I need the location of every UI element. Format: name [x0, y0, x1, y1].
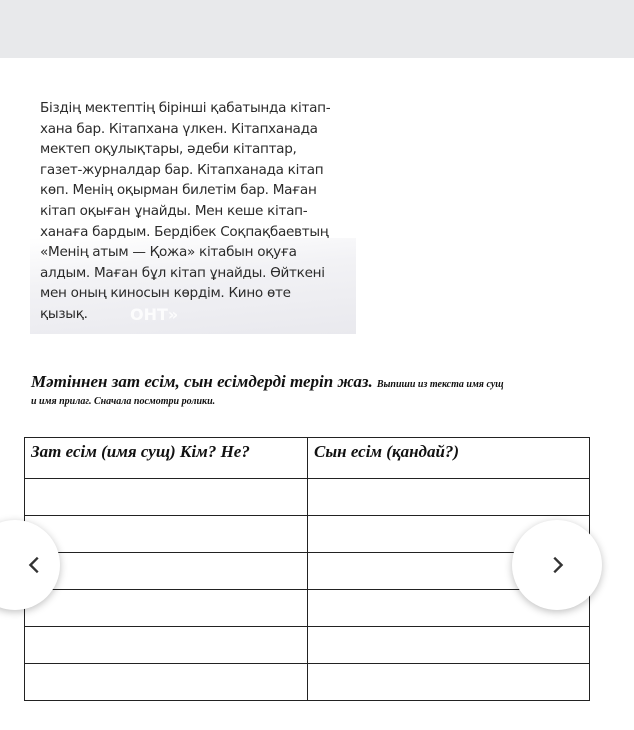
task-instruction [31, 372, 621, 407]
table-cell [25, 664, 308, 701]
table-row [25, 627, 590, 664]
task-note-1: Выпиши из текста имя сущ [376, 379, 504, 390]
table-cell [25, 516, 308, 553]
table-cell [25, 627, 308, 664]
table-row [25, 553, 590, 590]
reading-passage: Біздің мектептің бірінші қабатында кітап- хана бар. Кітапхана үлкен. Кітапханада мектеп оқулықтары, әдеби кітаптар, газет-журналдар бар. Кітапханада кітап көп. Менің оқырман билетім бар. Маған кітап оқыған ұнайды. Мен кеше кітап- ханаға бардым. Бердібек Соқпақбаевтың «Менің атым — Қожа» кітабын оқуға алдым. Маған бұл кітап ұнайды. Өйткені мен оның киносын көрдім. Кино өте қызық. [40, 100, 331, 322]
table-row [25, 479, 590, 516]
table-row [25, 664, 590, 701]
table-cell [25, 590, 308, 627]
top-bar [0, 0, 634, 58]
chevron-left-icon [24, 554, 46, 576]
header-adjectives: Сын есім (қандай?) [308, 438, 590, 479]
task-title: Мәтіннен зат есім, сын есімдерді теріп жаз. [31, 372, 373, 391]
table-header-row [25, 438, 590, 479]
next-button[interactable] [512, 520, 602, 610]
table-cell [308, 627, 590, 664]
table-row [25, 516, 590, 553]
chevron-right-icon [546, 554, 568, 576]
table-cell [308, 479, 590, 516]
table-cell [308, 664, 590, 701]
table-cell [25, 553, 308, 590]
watermark: ОНТ» [130, 305, 179, 324]
task-note-2: и имя прилаг. Сначала посмотри ролики. [31, 396, 216, 407]
table-row [25, 590, 590, 627]
header-nouns: Зат есім (имя сущ) Кім? Не? [25, 438, 308, 479]
table-cell [25, 479, 308, 516]
answer-table [24, 437, 590, 701]
